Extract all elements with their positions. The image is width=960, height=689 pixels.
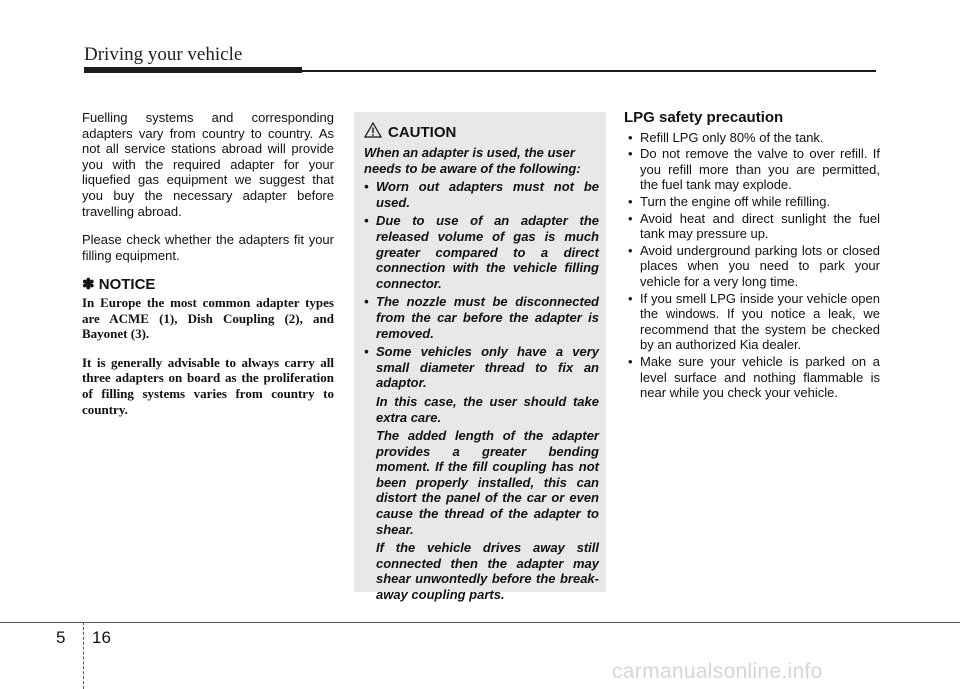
header-bar	[84, 67, 302, 73]
caution-lead: When an adapter is used, the user needs to be aware of the following:	[364, 145, 581, 176]
lpg-item: • Make sure your vehicle is parked on a level surface and nothing flammable is near while you check your vehicle.	[628, 353, 880, 401]
lpg-item: • If you smell LPG inside your vehicle open the windows. If you notice a leak, we recommend that the system be checked by an authorized Kia dealer.	[628, 290, 880, 353]
footer-rule	[0, 622, 960, 623]
lpg-item: • Turn the engine off while refilling.	[628, 193, 831, 209]
lpg-section	[624, 110, 880, 402]
notice-title: ✽ NOTICE	[82, 276, 156, 294]
caution-sub-paragraph: In this case, the user should take extra care.	[376, 393, 599, 425]
footer-divider	[83, 622, 84, 689]
caution-list	[364, 179, 599, 391]
lpg-item: • Refill LPG only 80% of the tank.	[628, 129, 824, 145]
caution-item: • Worn out adapters must not be used.	[364, 179, 599, 210]
caution-item: • The nozzle must be disconnected from the car before the adapter is removed.	[364, 294, 599, 341]
notice-line: In Europe the most common adapter types are ACME (1), Dish Coupling (2), and Bayonet (3).	[82, 294, 334, 342]
page-title: Driving your vehicle	[84, 44, 243, 65]
header-rule	[302, 70, 876, 72]
caution-sub-paragraph: The added length of the adapter provides a greater bending moment. If the fill coupling has not been properly installed, this can distort the panel of the car or even cause the thread of the adapter to shear.	[376, 428, 599, 537]
warning-triangle-icon	[364, 122, 382, 143]
intro-paragraph: Fuelling systems and corresponding adapters vary from country to country. As not all service stations abroad will provide you with the required adapter for your liquefied gas equipment we suggest that you buy the necessary adapter before travelling abroad.	[82, 110, 334, 219]
check-paragraph: Please check whether the adapters fit your filling equipment.	[82, 232, 334, 263]
lpg-title: LPG safety precaution	[624, 109, 784, 126]
caution-item: • Some vehicles only have a very small diameter thread to fix an adaptor.	[364, 344, 599, 391]
left-column	[82, 110, 334, 430]
page-number: 16	[92, 628, 111, 647]
lpg-item: • Do not remove the valve to over refill. If you refill more than you are permitted, the fuel tank may explode.	[628, 146, 880, 193]
notice-line: It is generally advisable to always carry all three adapters on board as the proliferation of filling systems varies from country to country.	[82, 354, 334, 417]
watermark: carmanualsonline.info	[612, 660, 823, 683]
caution-title: CAUTION	[388, 124, 457, 141]
caution-item: • Due to use of an adapter the released volume of gas is much greater compared to a direct connection with the vehicle filling connector.	[364, 213, 599, 291]
lpg-item: • Avoid heat and direct sunlight the fuel tank may pressure up.	[628, 210, 880, 242]
caution-box	[354, 112, 606, 603]
lpg-item: • Avoid underground parking lots or closed places when you need to park your vehicle for a very long time.	[628, 242, 880, 289]
caution-sub-paragraph: If the vehicle drives away still connected then the adapter may shear unwontedly before the break-away coupling parts.	[376, 540, 599, 603]
lpg-list	[624, 130, 880, 401]
section-number: 5	[56, 628, 66, 647]
